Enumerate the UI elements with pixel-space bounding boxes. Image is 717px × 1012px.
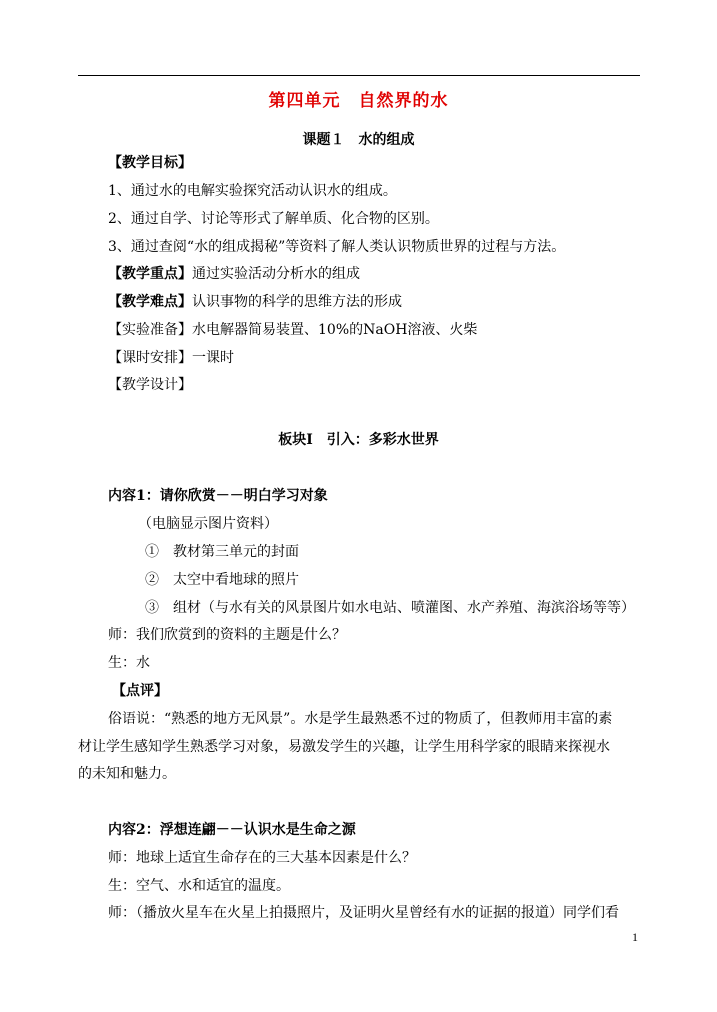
content1-item: ③ 组材（与水有关的风景图片如水电站、喷灌图、水产养殖、海滨浴场等等）: [145, 600, 635, 616]
content1-item: ② 太空中看地球的照片: [145, 572, 299, 588]
content1-note: （电脑显示图片资料）: [138, 516, 278, 532]
student-answer: 生：空气、水和适宜的温度。: [108, 878, 290, 894]
comment-line: 的未知和魅力。: [78, 766, 176, 782]
difficulty-text: 认识事物的科学的思维方法的形成: [192, 294, 402, 310]
content1-heading: 内容1：请你欣赏－－明白学习对象: [108, 488, 328, 504]
teacher-question: 师：我们欣赏到的资料的主题是什么？: [108, 627, 346, 643]
key-point-text: 通过实验活动分析水的组成: [192, 266, 360, 282]
difficulty-line: [108, 292, 402, 312]
objective-item: 1、通过水的电解实验探究活动认识水的组成。: [108, 183, 397, 199]
objective-item: 3、通过查阅“水的组成揭秘”等资料了解人类认识物质世界的过程与方法。: [108, 239, 566, 255]
teacher-question: 师：地球上适宜生命存在的三大基本因素是什么？: [108, 850, 416, 866]
key-point-label: 【教学重点】: [108, 266, 192, 282]
objectives-label: 【教学目标】: [108, 155, 192, 171]
preparation-line: 【实验准备】水电解器简易装置、10%的NaOH溶液、火柴: [108, 322, 478, 338]
comment-label: 【点评】: [112, 683, 168, 699]
schedule-line: 【课时安排】一课时: [108, 350, 234, 366]
comment-line: 材让学生感知学生熟悉学习对象，易激发学生的兴趣，让学生用科学家的眼睛来探视水: [78, 739, 610, 755]
difficulty-label: 【教学难点】: [108, 294, 192, 310]
unit-title: 第四单元 自然界的水: [268, 91, 449, 111]
key-point-line: [108, 264, 360, 284]
header-rule: [78, 75, 640, 76]
comment-line: 俗语说：“熟悉的地方无风景”。水是学生最熟悉不过的物质了，但教师用丰富的素: [108, 711, 613, 727]
teacher-statement: 师：（播放火星车在火星上拍摄照片，及证明火星曾经有水的证据的报道）同学们看: [108, 905, 619, 921]
lesson-subtitle: 课题１ 水的组成: [302, 132, 415, 148]
content1-item: ① 教材第三单元的封面: [145, 544, 299, 560]
objective-item: 2、通过自学、讨论等形式了解单质、化合物的区别。: [108, 211, 439, 227]
section-title: 板块Ⅰ 引入：多彩水世界: [278, 432, 439, 448]
student-answer: 生：水: [108, 655, 150, 671]
page-number: 1: [632, 930, 638, 944]
content2-heading: 内容2：浮想连翩－－认识水是生命之源: [108, 822, 356, 838]
design-label: 【教学设计】: [108, 377, 192, 393]
